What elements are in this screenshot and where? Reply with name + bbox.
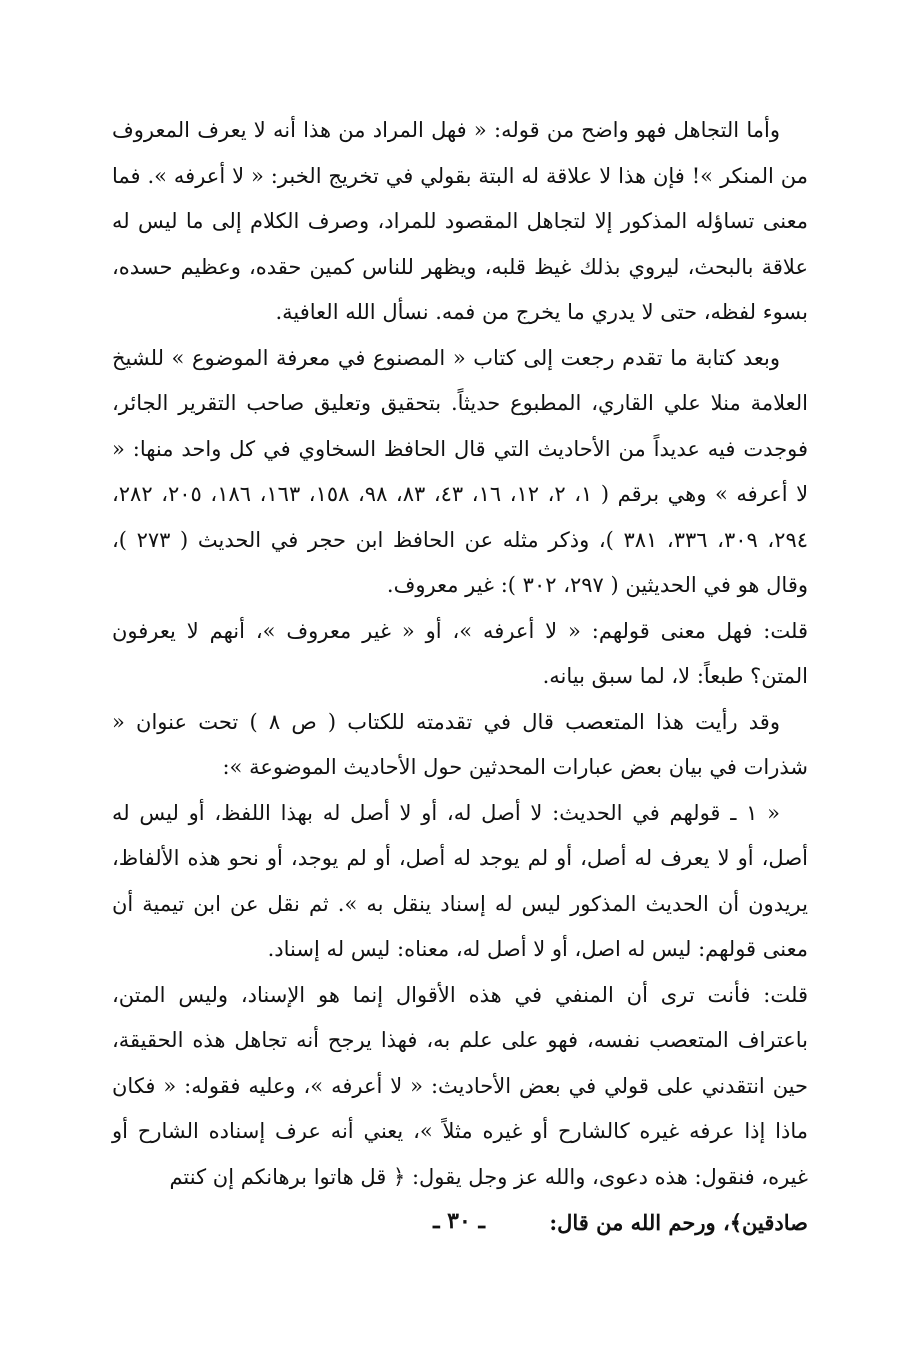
page-body xyxy=(112,108,808,1246)
paragraph-5: « ١ ـ قولهم في الحديث: لا أصل له، أو لا أصل له بهذا اللفظ، أو ليس له أصل، أو لا يعرف له أصل، أو لم يوجد له أصل، أو لم يوجد، أو نحو هذه الألفاظ، يريدون أن الحديث المذكور ليس له إسناد ينقل به ». ثم نقل عن ابن تيمية أن معنى قولهم: ليس له اصل، أو لا أصل له، معناه: ليس له إسناد. xyxy=(112,800,808,961)
paragraph-4: وقد رأيت هذا المتعصب قال في تقدمته للكتاب ( ص ٨ ) تحت عنوان « شذرات في بيان بعض عبارات المحدثين حول الأحاديث الموضوعة »: xyxy=(112,709,808,779)
paragraph-2: وبعد كتابة ما تقدم رجعت إلى كتاب « المصنوع في معرفة الموضوع » للشيخ العلامة منلا علي القاري، المطبوع حديثاً. بتحقيق وتعليق صاحب التقرير الجائر، فوجدت فيه عديداً من الأحاديث التي قال الحافظ السخاوي في كل واحد منها: « لا أعرفه » وهي برقم ( ١، ٢، ١٢، ١٦، ٤٣، ٨٣، ٩٨، ١٥٨، ١٦٣، ١٨٦، ٢٠٥، ٢٨٢، ٢٩٤، ٣٠٩، ٣٣٦، ٣٨١ )، وذكر مثله عن الحافظ ابن حجر في الحديث ( ٢٧٣ )، وقال هو في الحديثين ( ٢٩٧، ٣٠٢ ): غير معروف. xyxy=(112,345,809,597)
paragraph-3: قلت: فهل معنى قولهم: « لا أعرفه »، أو « غير معروف »، أنهم لا يعرفون المتن؟ طبعاً: لا، لما سبق بيانه. xyxy=(112,618,808,688)
page-number: ـ ٣٠ ـ xyxy=(433,1208,485,1234)
closing-text: ، ورحم الله من قال: xyxy=(549,1210,730,1235)
paragraph-1: وأما التجاهل فهو واضح من قوله: « فهل المراد من هذا أنه لا يعرف المعروف من المنكر »! فإن هذا لا علاقة له البتة بقولي في تخريج الخبر: « لا أعرفه ». فما معنى تساؤله المذكور إلا لتجاهل المقصود للمراد، وصرف الكلام إلى ما ليس له علاقة بالبحث، ليروي بذلك غيظ قلبه، ويظهر للناس كمين حقده، وعظيم حسده، بسوء لفظه، حتى لا يدري ما يخرج من فمه. نسأل الله العافية. xyxy=(112,118,808,324)
closing-quran: صادقين﴾ xyxy=(729,1210,808,1235)
paragraph-6: قلت: فأنت ترى أن المنفي في هذه الأقوال إنما هو الإسناد، وليس المتن، باعتراف المتعصب نفسه، فهو على علم به، فهذا يرجح أنه تجاهل هذه الحقيقة، حين انتقدني على قولي في بعض الأحاديث: « لا أعرفه »، وعليه فقوله: « فكان ماذا إذا عرفه غيره كالشارح أو غيره مثلاً »، يعني أنه عرف إسناده الشارح أو غيره، فنقول: هذه دعوى، والله عز وجل يقول: ﴿ قل هاتوا برهانكم إن كنتم xyxy=(112,982,808,1189)
